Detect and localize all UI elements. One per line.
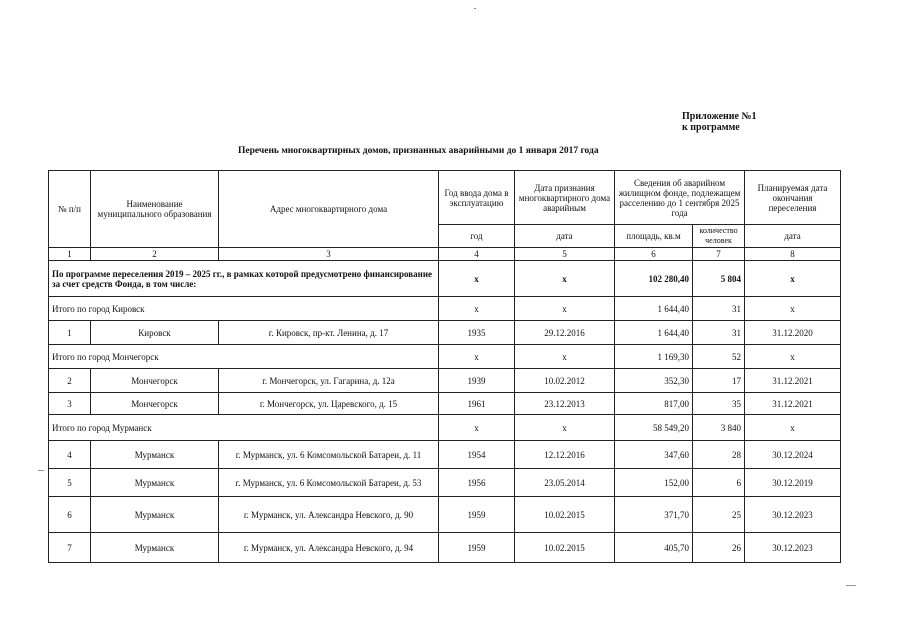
table-row [49,469,841,497]
row-year: 1959 [439,497,515,533]
row-people: 31 [693,321,745,345]
table-row [49,369,841,393]
program-total-people: 5 804 [693,261,745,297]
row-address: г. Кировск, пр-кт. Ленина, д. 17 [219,321,439,345]
column-number: 2 [91,248,219,261]
row-year: 1961 [439,393,515,415]
header-sub-area: площадь, кв.м [615,225,693,248]
group-total-date: x [515,415,615,441]
row-people: 28 [693,441,745,469]
scan-mark [846,585,856,586]
group-total-area: 58 549,20 [615,415,693,441]
program-total-date: x [515,261,615,297]
row-area: 352,30 [615,369,693,393]
scan-speck [474,8,476,9]
row-year: 1959 [439,533,515,563]
row-municipality: Мурманск [91,497,219,533]
header-sub-date2: дата [745,225,841,248]
row-date: 10.02.2015 [515,497,615,533]
column-number: 8 [745,248,841,261]
emergency-housing-table [48,170,841,563]
appendix-line-2: к программе [682,122,740,133]
group-total-year: x [439,415,515,441]
row-municipality: Мурманск [91,469,219,497]
row-address: г. Мурманск, ул. Александра Невского, д. 90 [219,497,439,533]
row-area: 152,00 [615,469,693,497]
row-date: 12.12.2016 [515,441,615,469]
header-municipality: Наименование муниципального образования [91,171,219,248]
group-total-people: 3 840 [693,415,745,441]
header-address: Адрес многоквартирного дома [219,171,439,248]
group-total-date: x [515,345,615,369]
row-end: 30.12.2023 [745,533,841,563]
row-people: 25 [693,497,745,533]
group-total-row [49,415,841,441]
row-date: 23.05.2014 [515,469,615,497]
row-num: 3 [49,393,91,415]
row-area: 405,70 [615,533,693,563]
row-area: 347,60 [615,441,693,469]
column-number: 1 [49,248,91,261]
table-row [49,533,841,563]
row-end: 31.12.2021 [745,393,841,415]
row-end: 30.12.2023 [745,497,841,533]
row-num: 1 [49,321,91,345]
group-total-date: x [515,297,615,321]
scan-mark [38,470,44,471]
table-row [49,497,841,533]
row-people: 26 [693,533,745,563]
table-row [49,393,841,415]
row-people: 6 [693,469,745,497]
header-num: № п/п [49,171,91,248]
appendix-line-1: Приложение №1 [682,111,757,122]
row-people: 17 [693,369,745,393]
group-total-people: 52 [693,345,745,369]
row-date: 23.12.2013 [515,393,615,415]
row-year: 1954 [439,441,515,469]
program-total-end: x [745,261,841,297]
header-date-recognized: Дата признания многоквартирного дома аварийным [515,171,615,225]
row-date: 10.02.2012 [515,369,615,393]
appendix-label [682,111,757,133]
row-address: г. Мурманск, ул. 6 Комсомольской Батареи, д. 11 [219,441,439,469]
row-address: г. Мурманск, ул. Александра Невского, д. 94 [219,533,439,563]
row-end: 30.12.2019 [745,469,841,497]
row-end: 30.12.2024 [745,441,841,469]
group-total-end: x [745,297,841,321]
column-number: 3 [219,248,439,261]
row-municipality: Мончегорск [91,393,219,415]
row-year: 1935 [439,321,515,345]
row-municipality: Мурманск [91,441,219,469]
group-total-year: x [439,345,515,369]
program-total-label: По программе переселения 2019 – 2025 гг., в рамках которой предусмотрено финансирование за счет средств Фонда, в том числе: [49,261,439,297]
row-year: 1939 [439,369,515,393]
group-total-area: 1 169,30 [615,345,693,369]
row-municipality: Мончегорск [91,369,219,393]
group-total-people: 31 [693,297,745,321]
row-people: 35 [693,393,745,415]
row-end: 31.12.2020 [745,321,841,345]
program-total-area: 102 280,40 [615,261,693,297]
row-municipality: Кировск [91,321,219,345]
column-number: 7 [693,248,745,261]
group-total-area: 1 644,40 [615,297,693,321]
group-total-label: Итого по город Кировск [49,297,439,321]
row-area: 371,70 [615,497,693,533]
program-total-year: x [439,261,515,297]
group-total-year: x [439,297,515,321]
header-sub-people: количество человек [693,225,745,248]
column-numbers-row [49,248,841,261]
row-num: 2 [49,369,91,393]
table-row [49,321,841,345]
header-sub-date: дата [515,225,615,248]
group-total-label: Итого по город Мурманск [49,415,439,441]
row-num: 6 [49,497,91,533]
header-row-1 [49,171,841,225]
program-total-row [49,261,841,297]
row-address: г. Мончегорск, ул. Царевского, д. 15 [219,393,439,415]
row-date: 29.12.2016 [515,321,615,345]
row-address: г. Мурманск, ул. 6 Комсомольской Батареи, д. 53 [219,469,439,497]
row-area: 1 644,40 [615,321,693,345]
group-total-end: x [745,415,841,441]
group-total-row [49,297,841,321]
row-year: 1956 [439,469,515,497]
column-number: 4 [439,248,515,261]
row-date: 10.02.2015 [515,533,615,563]
row-area: 817,00 [615,393,693,415]
group-total-row [49,345,841,369]
group-total-label: Итого по город Мончегорск [49,345,439,369]
row-num: 5 [49,469,91,497]
row-address: г. Мончегорск, ул. Гагарина, д. 12а [219,369,439,393]
table-row [49,441,841,469]
header-year-commissioned: Год ввода дома в эксплуатацию [439,171,515,225]
column-number: 5 [515,248,615,261]
column-number: 6 [615,248,693,261]
group-total-end: x [745,345,841,369]
header-sub-year: год [439,225,515,248]
header-planned-end: Планируемая дата окончания переселения [745,171,841,225]
row-num: 4 [49,441,91,469]
document-title: Перечень многоквартирных домов, признанных аварийными до 1 января 2017 года [238,146,599,156]
row-municipality: Мурманск [91,533,219,563]
row-end: 31.12.2021 [745,369,841,393]
header-fund-info: Сведения об аварийном жилищном фонде, подлежащем расселению до 1 сентября 2025 года [615,171,745,225]
row-num: 7 [49,533,91,563]
